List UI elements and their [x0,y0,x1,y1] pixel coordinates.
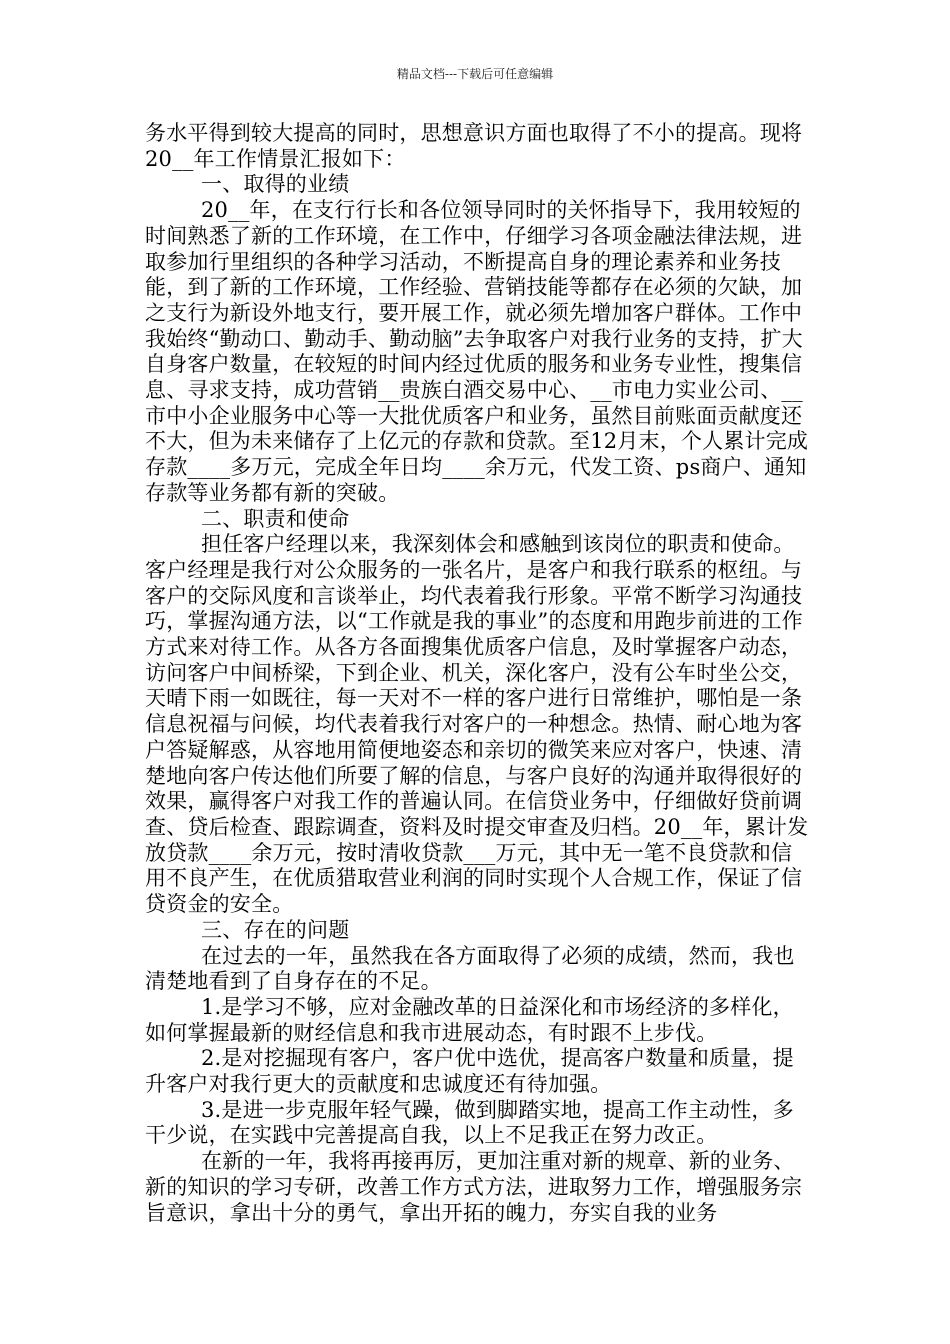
section-heading-achievements: 一、取得的业绩 [201,172,350,197]
list-item-problem-3: 3.是进一步克服年轻气躁，做到脚踏实地，提高工作主动性，多干少说，在实践中完善提高自我，以上不足我正在努力改正。 [145,1097,794,1148]
document-body [145,121,810,1226]
paragraph-intro: 务水平得到较大提高的同时，思想意识方面也取得了不小的提高。现将20__年工作情景汇报如下： [145,121,803,171]
paragraph-problems-intro: 在过去的一年，虽然我在各方面取得了必须的成绩，然而，我也清楚地看到了自身存在的不足。 [145,943,795,994]
paragraph-new-year: 在新的一年，我将再接再厉，更加注重对新的规章、新的业务、新的知识的学习专研，改善工作方式方法，进取努力工作，增强服务宗旨意识，拿出十分的勇气，拿出开拓的魄力，夯实自我的业务 [145,1149,803,1225]
section-heading-duties: 二、职责和使命 [201,506,350,531]
list-item-problem-2: 2.是对挖掘现有客户，客户优中选优，提高客户数量和质量，提升客户对我行更大的贡献度和忠诚度还有待加强。 [145,1046,794,1097]
list-item-problem-1: 1.是学习不够，应对金融改革的日益深化和市场经济的多样化，如何掌握最新的财经信息和我市进展动态，有时跟不上步伐。 [145,994,794,1045]
section-heading-problems: 三、存在的问题 [201,917,350,942]
paragraph-duties: 担任客户经理以来，我深刻体会和感触到该岗位的职责和使命。客户经理是我行对公众服务的一张名片，是客户和我行联系的枢纽。与客户的交际风度和言谈举止，均代表着我行形象。平常不断学习沟通技巧，掌握沟通方法，以“工作就是我的事业”的态度和用跑步前进的工作方式来对待工作。从各方各面搜集优质客户信息，及时掌握客户动态，访问客户中间桥梁，下到企业、机关，深化客户，没有公车时坐公交，天晴下雨一如既往，每一天对不一样的客户进行日常维护，哪怕是一条信息祝福与问候，均代表着我行对客户的一种想念。热情、耐心地为客户答疑解惑，从容地用简便地姿态和亲切的微笑来应对客户，快速、清楚地向客户传达他们所要了解的信息，与客户良好的沟通并取得很好的效果，赢得客户对我工作的普遍认同。在信贷业务中，仔细做好贷前调查、贷后检查、跟踪调查，资料及时提交审查及归档。20__年，累计发放贷款____余万元，按时清收贷款___万元，其中无一笔不良贷款和信用不良产生，在优质猎取营业利润的同时实现个人合规工作，保证了信贷资金的安全。 [145,532,809,917]
page-header: 精品文档---下载后可任意编辑 [396,67,554,81]
paragraph-achievements: 20__年，在支行行长和各位领导同时的关怀指导下，我用较短的时间熟悉了新的工作环境，在工作中，仔细学习各项金融法律法规，进取参加行里组织的各种学习活动，不断提高自身的理论素养和业务技能，到了新的工作环境，工作经验、营销技能等都存在必须的欠缺，加之支行为新设外地支行，要开展工作，就必须先增加客户群体。工作中我始终“勤动口、勤动手、勤动脑”去争取客户对我行业务的支持，扩大自身客户数量，在较短的时间内经过优质的服务和业务专业性，搜集信息、寻求支持，成功营销__贵族白酒交易中心、__市电力实业公司、__市中小企业服务中心等一大批优质客户和业务，虽然目前账面贡献度还不大，但为未来储存了上亿元的存款和贷款。至12月末，个人累计完成存款____多万元，完成全年日均____余万元，代发工资、ps商户、通知存款等业务都有新的突破。 [145,198,809,505]
